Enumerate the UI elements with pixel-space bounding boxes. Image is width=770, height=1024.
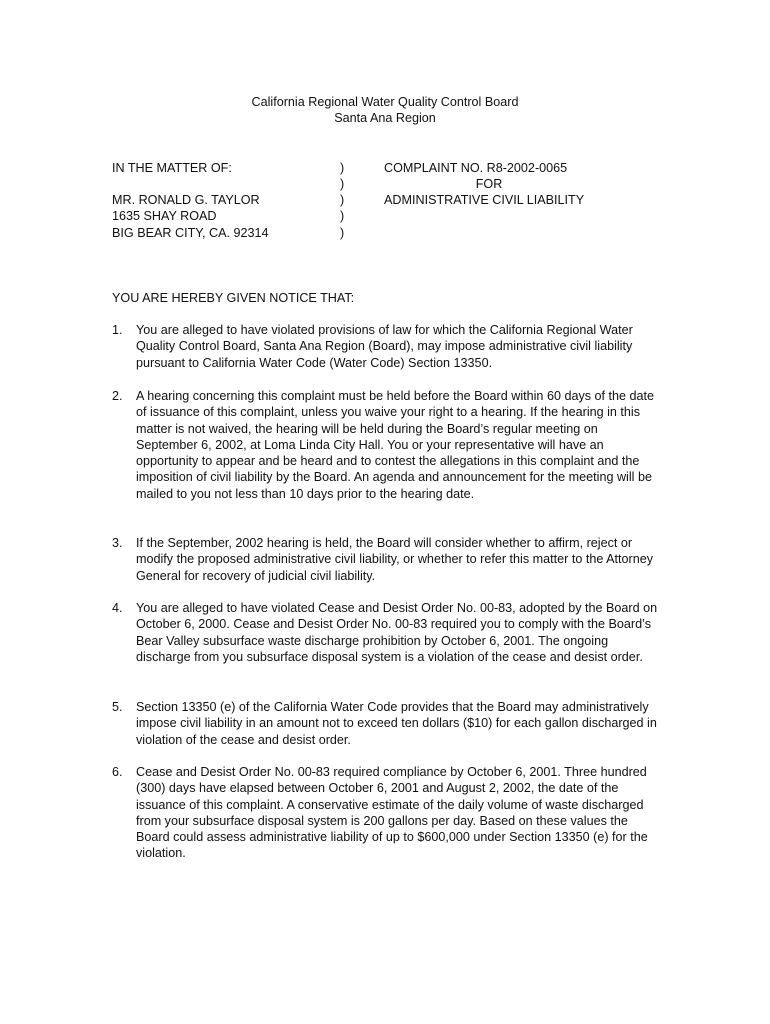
- list-item: [112, 699, 660, 748]
- matter-label: IN THE MATTER OF:: [112, 161, 232, 175]
- region-name: Santa Ana Region: [334, 111, 436, 125]
- complaint-for: FOR: [475, 177, 503, 191]
- respondent-name: MR. RONALD G. TAYLOR: [112, 193, 260, 207]
- item-text: You are alleged to have violated provisions of law for which the California Regional Water Quality Control Board, Santa Ana Region (Board), may impose administrative civil liability pursuant to California Water Code (Water Code) Section 13350.: [136, 323, 633, 370]
- caption-paren: ): [340, 209, 345, 223]
- respondent-street: 1635 SHAY ROAD: [112, 209, 217, 223]
- caption-paren: ): [340, 177, 345, 191]
- item-number: 1.: [112, 323, 123, 337]
- item-number: 4.: [112, 601, 123, 615]
- item-number: 6.: [112, 765, 123, 779]
- caption-paren: ): [340, 193, 345, 207]
- respondent-city: BIG BEAR CITY, CA. 92314: [112, 226, 269, 240]
- complaint-number: COMPLAINT NO. R8-2002-0065: [384, 161, 568, 175]
- complaint-title: ADMINISTRATIVE CIVIL LIABILITY: [384, 193, 585, 207]
- list-item: [112, 322, 660, 371]
- notice-heading: YOU ARE HEREBY GIVEN NOTICE THAT:: [112, 291, 355, 305]
- item-text: A hearing concerning this complaint must be held before the Board within 60 days of the date of issuance of this complaint, unless you waive your right to a hearing. If the hearing in this matter is not waived, the hearing will be held during the Board’s regular meeting on September 6, 2002, at Loma Linda City Hall. You or your representative will have an opportunity to appear and be heard and to contest the allegations in this complaint and the imposition of civil liability by the Board. An agenda and announcement for the meeting will be mailed to you not less than 10 days prior to the hearing date.: [136, 389, 655, 501]
- list-item: [112, 388, 660, 502]
- item-text: If the September, 2002 hearing is held, the Board will consider whether to affirm, reject or modify the proposed administrative civil liability, or whether to refer this matter to the Attorney General for recovery of judicial civil liability.: [136, 536, 654, 583]
- list-item: [112, 600, 660, 665]
- item-number: 2.: [112, 389, 123, 403]
- caption-paren: ): [340, 161, 345, 175]
- board-name: California Regional Water Quality Control Board: [251, 95, 519, 109]
- item-text: Cease and Desist Order No. 00-83 required compliance by October 6, 2001. Three hundred (300) days have elapsed between October 6, 2001 and August 2, 2002, the date of the issuance of this complaint. A conservative estimate of the daily volume of waste discharged from your subsurface disposal system is 200 gallons per day. Based on these values the Board could assess administrative liability of up to $600,000 under Section 13350 (e) for the violation.: [136, 765, 648, 861]
- item-text: You are alleged to have violated Cease and Desist Order No. 00-83, adopted by the Board on October 6, 2000. Cease and Desist Order No. 00-83 required you to comply with the Board’s Bear Valley subsurface waste discharge prohibition by October 6, 2001. The ongoing discharge from you subsurface disposal system is a violation of the cease and desist order.: [136, 601, 658, 664]
- list-item: [112, 764, 660, 862]
- item-number: 3.: [112, 536, 123, 550]
- list-item: [112, 535, 660, 584]
- item-text: Section 13350 (e) of the California Water Code provides that the Board may administratively impose civil liability in an amount not to exceed ten dollars ($10) for each gallon discharged in violation of the cease and desist order.: [136, 700, 657, 747]
- item-number: 5.: [112, 700, 123, 714]
- caption-paren: ): [340, 226, 345, 240]
